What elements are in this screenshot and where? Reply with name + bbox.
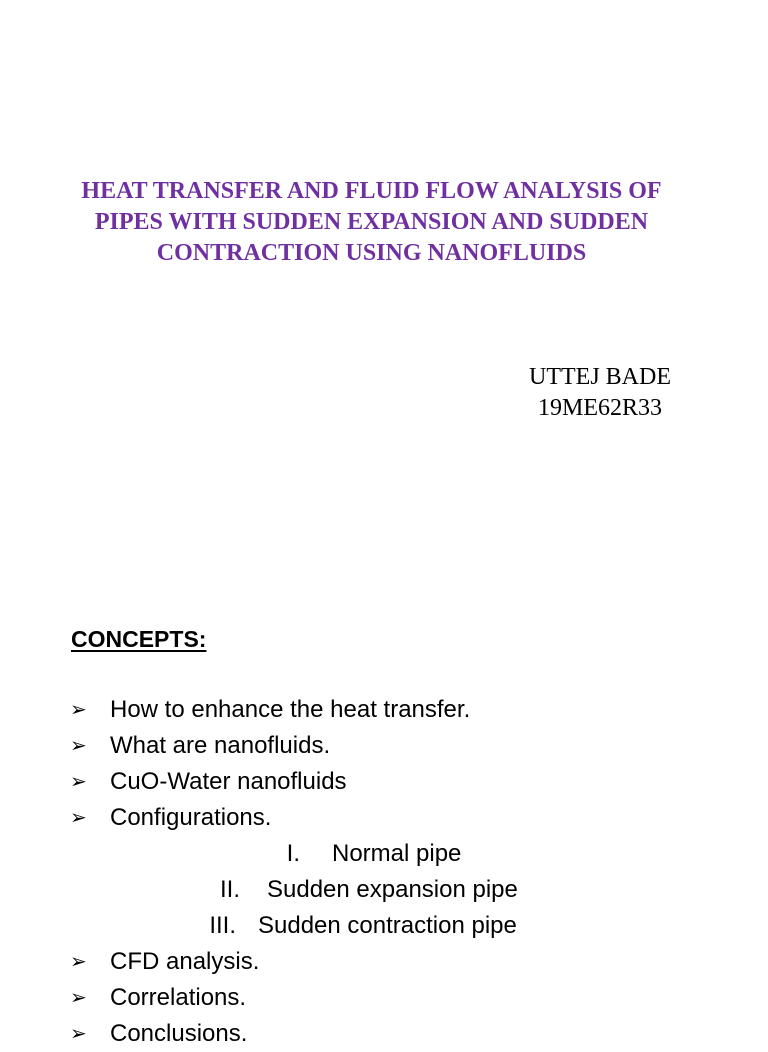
list-item bbox=[70, 1016, 470, 1052]
author-name: UTTEJ BADE bbox=[529, 364, 671, 390]
list-item-text: How to enhance the heat transfer. bbox=[110, 696, 471, 723]
list-item bbox=[70, 800, 470, 836]
list-item bbox=[70, 980, 470, 1016]
list-item-text: Configurations. bbox=[110, 804, 272, 831]
list-item bbox=[70, 728, 470, 764]
list-item-text: CuO-Water nanofluids bbox=[110, 768, 347, 795]
arrow-bullet-icon: ➢ bbox=[70, 771, 87, 793]
author-block bbox=[470, 362, 730, 424]
sub-list-item-text: Normal pipe bbox=[332, 840, 462, 867]
title-line: PIPES WITH SUDDEN EXPANSION AND SUDDEN bbox=[94, 209, 649, 235]
sub-list-item-text: Sudden contraction pipe bbox=[258, 912, 517, 939]
arrow-bullet-icon: ➢ bbox=[70, 1023, 87, 1045]
presentation-title bbox=[40, 176, 703, 269]
arrow-bullet-icon: ➢ bbox=[70, 807, 87, 829]
title-line: HEAT TRANSFER AND FLUID FLOW ANALYSIS OF bbox=[81, 178, 662, 204]
arrow-bullet-icon: ➢ bbox=[70, 951, 87, 973]
concepts-list bbox=[70, 692, 518, 1052]
roman-numeral: II. bbox=[219, 876, 240, 903]
arrow-bullet-icon: ➢ bbox=[70, 699, 87, 721]
concepts-slide bbox=[0, 576, 768, 1047]
roman-numeral: III. bbox=[209, 912, 236, 939]
concepts-heading: CONCEPTS: bbox=[71, 626, 207, 652]
list-item-text: Correlations. bbox=[110, 984, 247, 1011]
roman-numeral: I. bbox=[286, 840, 300, 867]
sub-list-item bbox=[70, 836, 470, 872]
roll-number: 19ME62R33 bbox=[537, 395, 662, 421]
sub-list-item bbox=[70, 908, 517, 944]
sub-list-item bbox=[70, 872, 518, 908]
list-item-text: Conclusions. bbox=[110, 1020, 248, 1047]
title-line: CONTRACTION USING NANOFLUIDS bbox=[156, 240, 587, 266]
list-item-text: What are nanofluids. bbox=[110, 732, 331, 759]
list-item bbox=[70, 764, 470, 800]
arrow-bullet-icon: ➢ bbox=[70, 987, 87, 1009]
arrow-bullet-icon: ➢ bbox=[70, 735, 87, 757]
list-item-text: CFD analysis. bbox=[110, 948, 260, 975]
sub-list-item-text: Sudden expansion pipe bbox=[267, 876, 518, 903]
list-item bbox=[70, 944, 470, 980]
list-item bbox=[70, 692, 470, 728]
